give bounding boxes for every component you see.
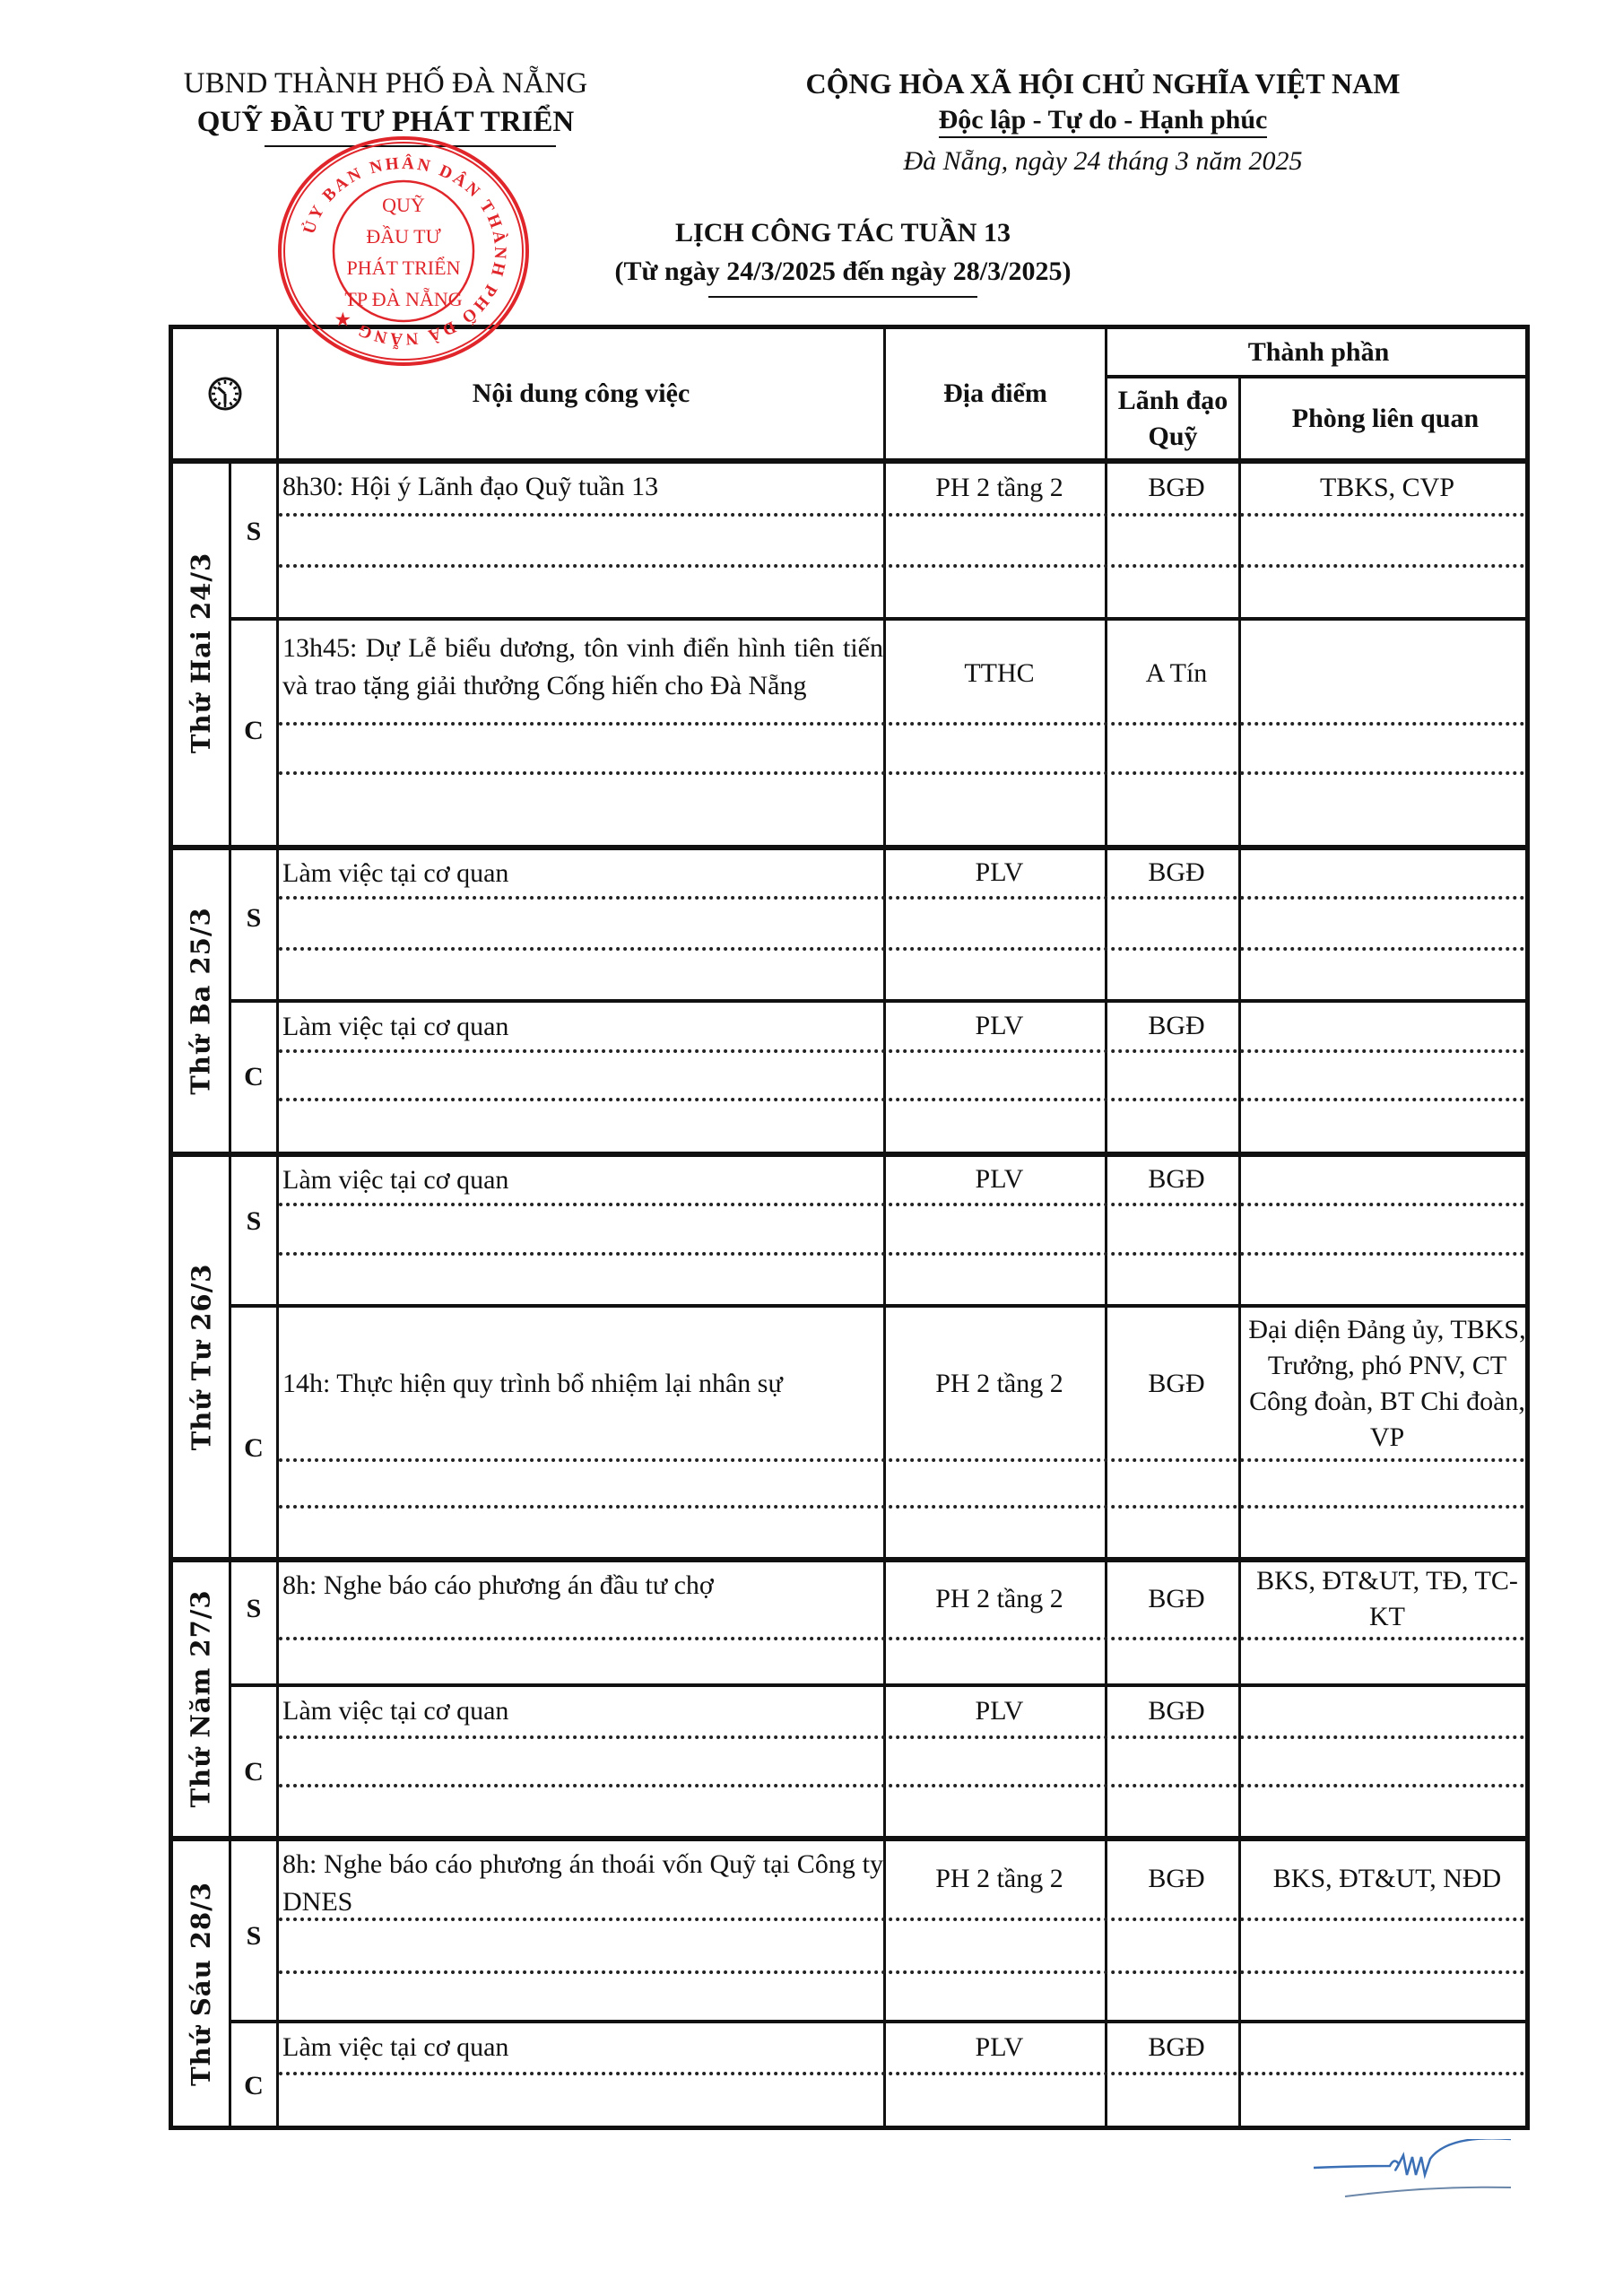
event-content: 8h: Nghe báo cáo phương án thoái vốn Quỹ tại Công ty DNES: [282, 1849, 883, 1917]
col-divider: [883, 329, 886, 2126]
event-place: PLV: [975, 2032, 1024, 2062]
motto: Độc lập - Tự do - Hạnh phúc: [939, 104, 1268, 138]
dotted-line: [279, 1203, 1525, 1206]
dotted-line: [279, 564, 1525, 568]
event-leader: BGĐ: [1148, 1369, 1205, 1398]
event-place: PLV: [975, 1011, 1024, 1040]
event-content: 8h: Nghe báo cáo phương án đầu tư chợ: [282, 1570, 714, 1600]
org-underline: [265, 145, 556, 147]
event-place: TTHC: [964, 657, 1035, 688]
day-label: [173, 1154, 229, 1559]
event-content: Làm việc tại cơ quan: [282, 1012, 509, 1041]
event-leader: BGĐ: [1148, 473, 1205, 502]
event-leader: BGĐ: [1148, 857, 1205, 887]
event-place: PLV: [975, 1696, 1024, 1726]
col-divider: [229, 461, 231, 2126]
day-label: [173, 1560, 229, 1837]
dotted-line: [279, 722, 1525, 726]
dotted-line: [279, 896, 1525, 900]
event-content: Làm việc tại cơ quan: [282, 1165, 509, 1195]
participants-header: Thành phần: [1247, 336, 1390, 367]
dotted-line: [279, 1458, 1525, 1462]
org-parent: UBND THÀNH PHỐ ĐÀ NẴNG: [183, 67, 588, 100]
place-date: Đà Nẵng, ngày 24 tháng 3 năm 2025: [903, 146, 1303, 176]
event-departments: [1245, 849, 1530, 896]
dotted-line: [279, 1505, 1525, 1509]
dotted-line: [279, 2072, 1525, 2075]
day-label-text: Thứ Ba 25/3: [186, 906, 216, 1095]
dotted-line: [279, 513, 1525, 517]
dotted-line: [279, 1049, 1525, 1053]
event-leader: BGĐ: [1148, 1696, 1205, 1726]
day-label: [173, 1839, 229, 2129]
event-departments: [1245, 2023, 1530, 2072]
event-leader: BGĐ: [1148, 1011, 1205, 1040]
session-label: S: [246, 1206, 262, 1236]
svg-text:ỦY BAN NHÂN DÂN THÀNH PHỐ ĐÀ N: ỦY BAN NHÂN DÂN THÀNH PHỐ ĐÀ NẴNG ★: [299, 153, 510, 349]
departments-header: Phòng liên quan: [1291, 403, 1480, 433]
event-departments: BKS, ĐT&UT, TĐ, TC-KT: [1256, 1566, 1518, 1631]
event-departments: Đại diện Đảng ủy, TBKS, Trưởng, phó PNV, CT Công đoàn, BT Chi đoàn, VP: [1248, 1315, 1526, 1452]
dotted-line: [279, 771, 1525, 775]
dotted-line: [279, 1784, 1525, 1787]
org-name: QUỸ ĐẦU TƯ PHÁT TRIỂN: [196, 106, 575, 138]
event-place: PLV: [975, 857, 1024, 887]
event-leader: A Tín: [1145, 657, 1208, 688]
day-label-text: Thứ Năm 27/3: [186, 1588, 216, 1808]
event-departments: [1245, 1156, 1530, 1203]
event-content: Làm việc tại cơ quan: [282, 2032, 509, 2062]
svg-text:ĐẦU TƯ: ĐẦU TƯ: [366, 225, 441, 248]
day-label-text: Thứ Tư 26/3: [186, 1263, 217, 1450]
clock-icon: [207, 376, 243, 412]
event-departments: [1245, 1003, 1530, 1049]
event-content: Làm việc tại cơ quan: [282, 858, 509, 888]
event-leader: BGĐ: [1148, 1164, 1205, 1194]
event-content: 13h45: Dự Lễ biểu dương, tôn vinh điển hình tiên tiến và trao tặng giải thưởng Cống hiến cho Đà Nẵng: [282, 633, 883, 700]
session-separator: [229, 617, 1525, 621]
leader-header: Lãnh đạo Quỹ: [1117, 385, 1228, 451]
event-place: PH 2 tầng 2: [935, 1584, 1063, 1613]
event-leader: BGĐ: [1148, 1864, 1205, 1893]
session-label: C: [244, 1433, 264, 1463]
event-departments: [1245, 1687, 1530, 1735]
dotted-line: [279, 1970, 1525, 1974]
col-divider: [276, 329, 279, 2126]
svg-text:QUỸ: QUỸ: [382, 194, 425, 216]
event-content: 14h: Thực hiện quy trình bổ nhiệm lại nhân sự: [282, 1369, 783, 1398]
place-header: Địa điểm: [943, 378, 1047, 408]
issuing-organization: [135, 65, 637, 142]
dotted-line: [279, 947, 1525, 951]
event-place: PLV: [975, 1164, 1024, 1194]
day-label-text: Thứ Sáu 28/3: [186, 1882, 217, 2086]
signature: [1305, 2139, 1520, 2211]
day-label: [173, 848, 229, 1153]
session-label: S: [246, 1594, 262, 1623]
subtitle-underline: [708, 296, 977, 298]
session-label: S: [246, 903, 262, 933]
time-header: [173, 329, 276, 458]
session-label: C: [244, 1062, 264, 1091]
session-separator: [229, 1304, 1525, 1308]
event-leader: BGĐ: [1148, 2032, 1205, 2062]
svg-text:PHÁT TRIỂN: PHÁT TRIỂN: [346, 257, 461, 279]
document-title: LỊCH CÔNG TÁC TUẦN 13: [675, 218, 1011, 248]
event-departments: BKS, ĐT&UT, NĐD: [1272, 1864, 1502, 1893]
dotted-line: [279, 1735, 1525, 1739]
dotted-line: [279, 1252, 1525, 1256]
event-place: PH 2 tầng 2: [935, 473, 1063, 502]
event-content: Làm việc tại cơ quan: [282, 1696, 509, 1726]
content-header: Nội dung công việc: [472, 378, 690, 408]
schedule-table: [169, 325, 1530, 2130]
event-departments: TBKS, CVP: [1319, 473, 1455, 502]
event-leader: BGĐ: [1148, 1584, 1205, 1613]
session-label: S: [246, 517, 262, 546]
dotted-line: [279, 1098, 1525, 1101]
session-label: C: [244, 716, 264, 745]
session-label: S: [246, 1921, 262, 1951]
national-header: [762, 65, 1444, 183]
event-content: 8h30: Hội ý Lãnh đạo Quỹ tuần 13: [282, 472, 659, 501]
event-departments: [1245, 624, 1530, 722]
day-label-text: Thứ Hai 24/3: [186, 552, 216, 754]
session-label: C: [244, 2071, 264, 2100]
document-subtitle: (Từ ngày 24/3/2025 đến ngày 28/3/2025): [614, 257, 1072, 286]
event-place: PH 2 tầng 2: [935, 1864, 1063, 1893]
dotted-line: [279, 1637, 1525, 1640]
event-place: PH 2 tầng 2: [935, 1369, 1063, 1398]
session-label: C: [244, 1757, 264, 1787]
day-label: [173, 461, 229, 845]
svg-text:TP ĐÀ NẴNG: TP ĐÀ NẴNG: [344, 288, 463, 310]
nation-title: CỘNG HÒA XÃ HỘI CHỦ NGHĨA VIỆT NAM: [805, 67, 1401, 100]
